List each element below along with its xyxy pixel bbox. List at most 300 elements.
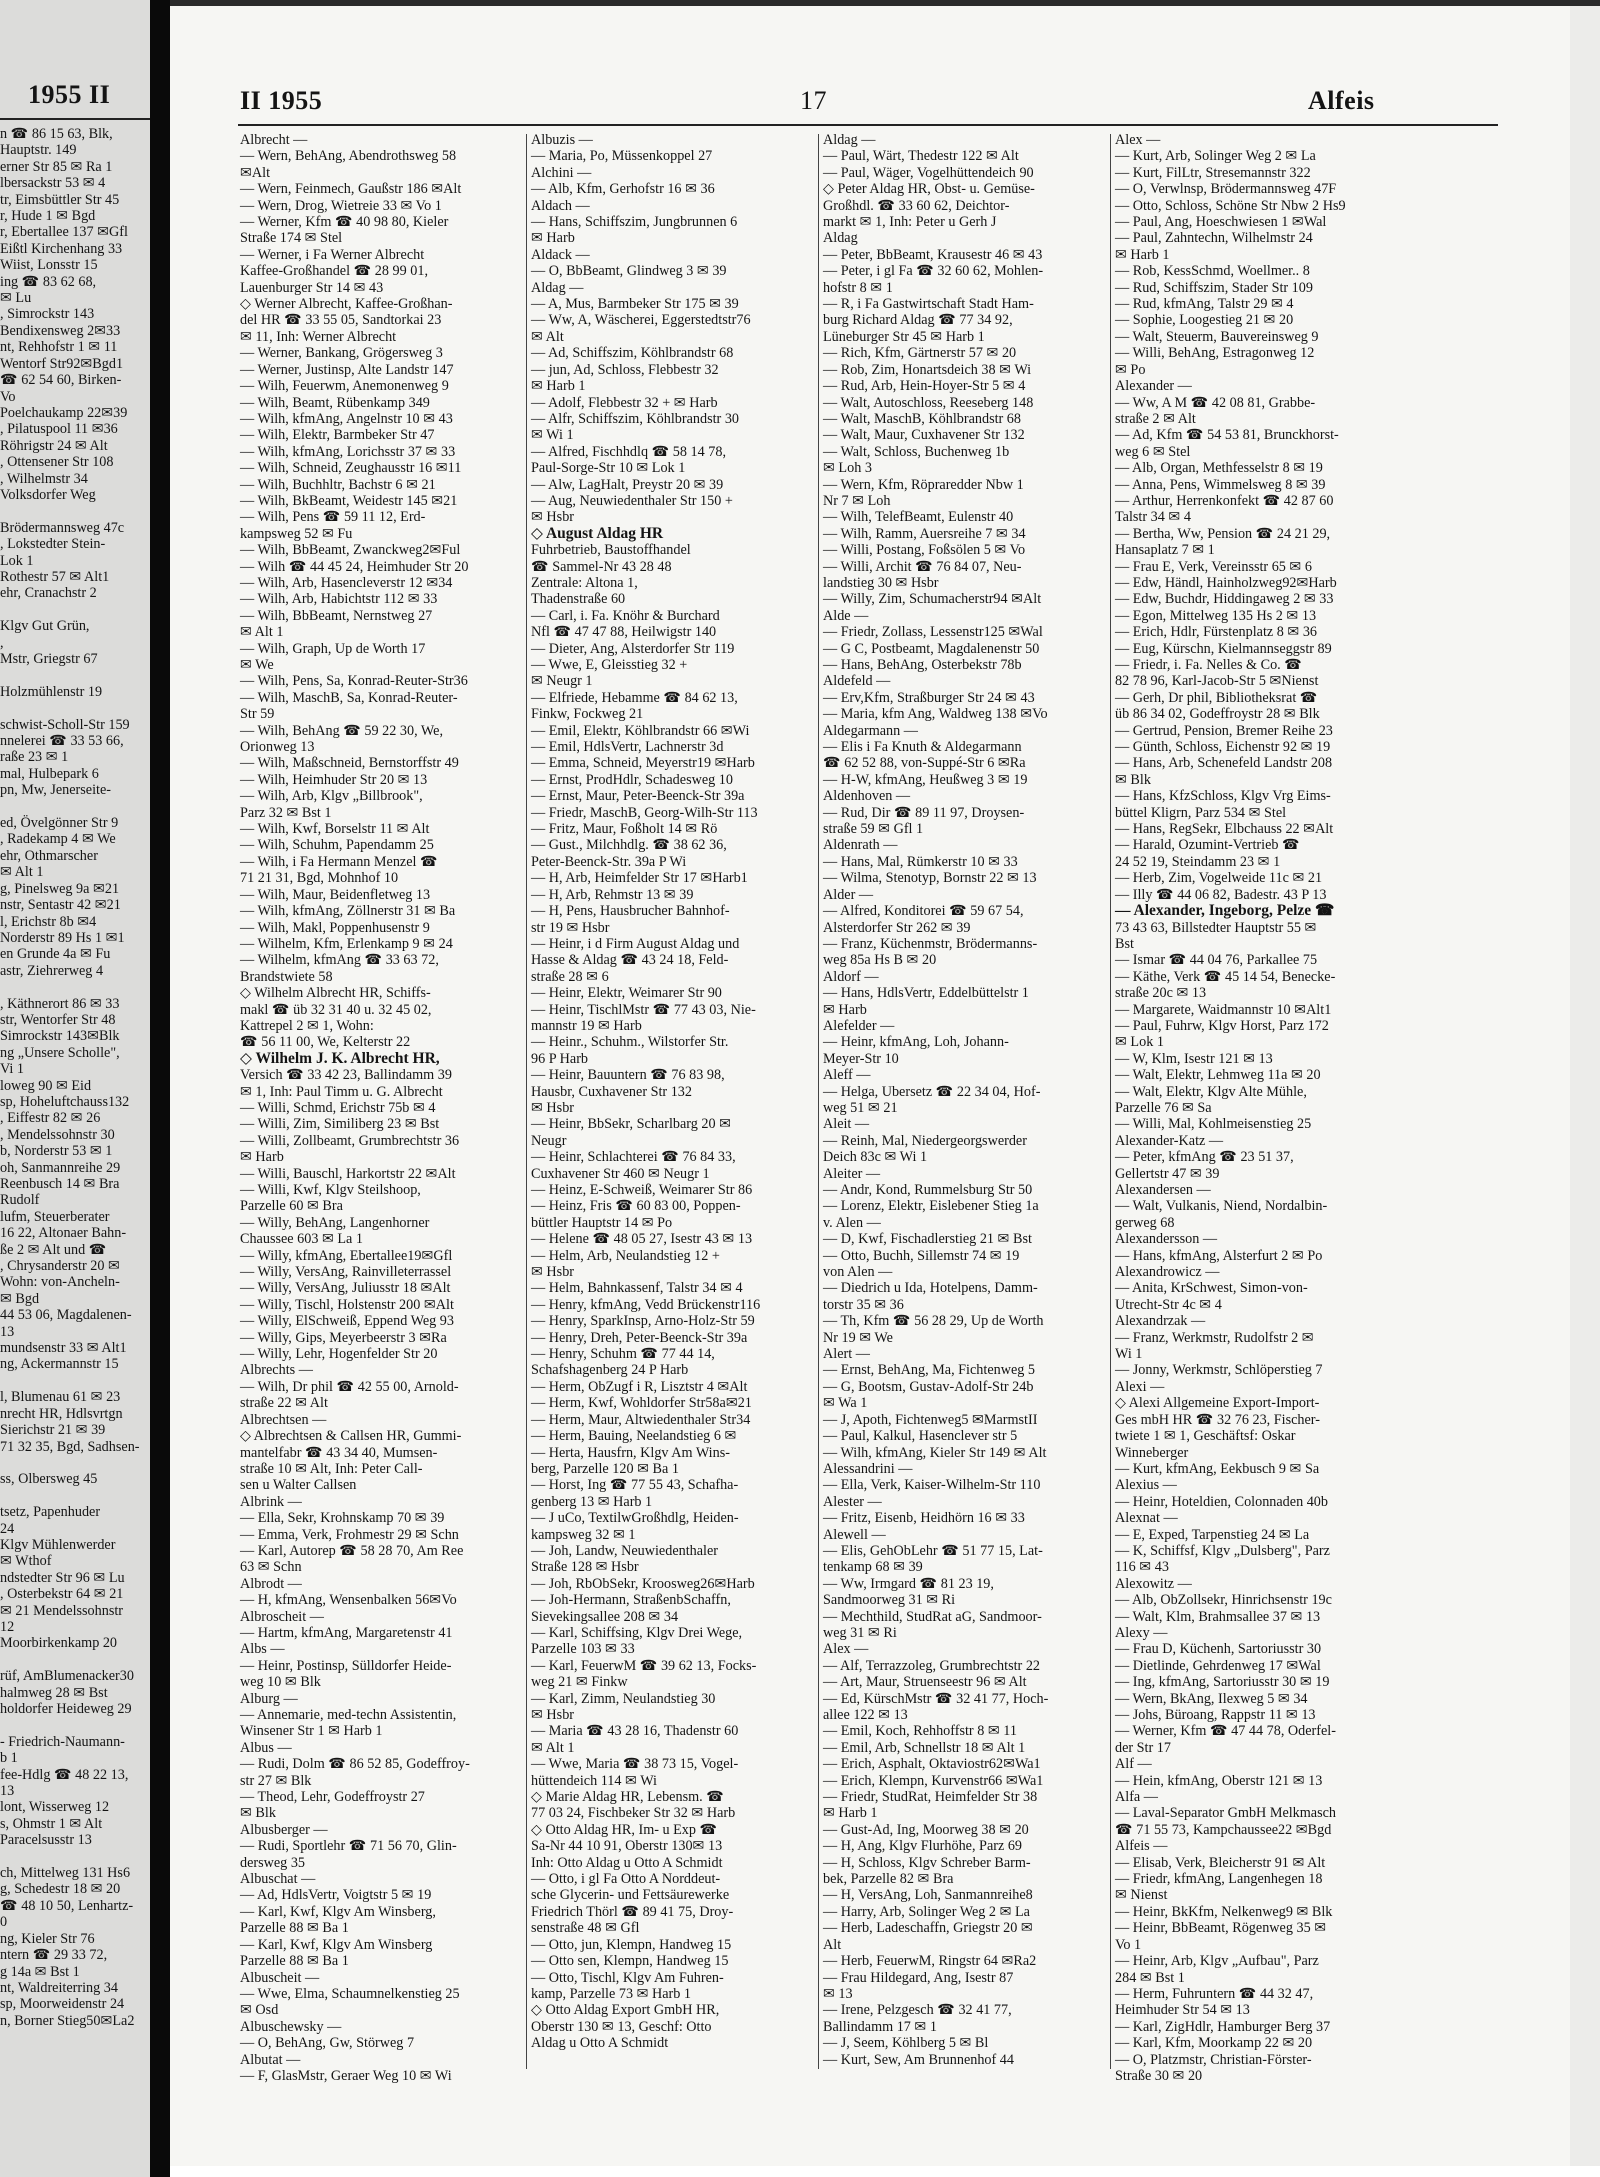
directory-entry-line: lufm, Steuerberater (0, 1208, 110, 1225)
directory-entry-line: ✉ Blk (240, 1805, 276, 1822)
directory-entry-line: Schafshagenberg 24 P Harb (531, 1362, 689, 1379)
directory-entry-line: str 27 ✉ Blk (240, 1772, 312, 1789)
directory-entry-line: Eißtl Kirchenhang 33 (0, 240, 123, 257)
directory-entry-line: Winsener Str 1 ✉ Harb 1 (240, 1723, 383, 1740)
directory-entry-line: torstr 35 ✉ 36 (823, 1296, 904, 1313)
directory-entry-line: — G C, Postbeamt, Magdalenenstr 50 (823, 640, 1040, 657)
directory-entry-line: 82 78 96, Karl-Jacob-Str 5 ✉Nienst (1115, 673, 1319, 690)
directory-entry-line: Vo 1 (1115, 1936, 1142, 1953)
directory-entry-line: ✉ Harb 1 (531, 378, 586, 395)
directory-entry-line: — Hans, Mal, Rümkerstr 10 ✉ 33 (823, 853, 1018, 870)
left-page-strip (0, 0, 150, 2177)
directory-entry-line: — Ing, kfmAng, Sartoriusstr 30 ✉ 19 (1115, 1674, 1330, 1691)
directory-entry-line: — Käthe, Verk ☎ 45 14 54, Benecke- (1115, 968, 1336, 985)
directory-entry-line: Alexandrzak — (1115, 1313, 1206, 1330)
directory-entry-line: — Peter, kfmAng ☎ 23 51 37, (1115, 1149, 1294, 1166)
directory-entry-line: Alexnat — (1115, 1510, 1178, 1527)
directory-entry-line: — Kurt, Arb, Solinger Weg 2 ✉ La (1115, 148, 1316, 165)
directory-entry-line: Alexy — (1115, 1624, 1168, 1641)
directory-entry-line: astr, Ziehrerweg 4 (0, 962, 104, 979)
directory-column-2 (531, 132, 813, 2072)
directory-entry-line: ✉ 21 Mendelssohnstr (0, 1602, 124, 1619)
directory-entry-line (0, 979, 150, 995)
directory-entry-line: burg Richard Aldag ☎ 77 34 92, (823, 312, 1013, 329)
directory-entry-line: — Ad, Schiffszim, Köhlbrandstr 68 (531, 345, 734, 362)
directory-entry-line: — Heinr, Hoteldien, Colonnaden 40b (1115, 1493, 1328, 1510)
directory-entry-line: — Joh, Landw, Neuwiedenthaler (531, 1542, 719, 1559)
directory-entry-line: — Otto, jun, Klempn, Handweg 15 (531, 1936, 732, 1953)
directory-entry-line: — Walt, MaschB, Köhlbrandstr 68 (823, 410, 1021, 427)
directory-entry-line: — Mechthild, StudRat aG, Sandmoor- (823, 1608, 1042, 1625)
directory-entry-line: — Willi, Archit ☎ 76 84 07, Neu- (823, 558, 1022, 575)
directory-entry-line: erner Str 85 ✉ Ra 1 (0, 158, 113, 175)
directory-entry-line: mantelfabr ☎ 43 34 40, Mumsen- (240, 1444, 438, 1461)
header-rule (238, 124, 1498, 126)
directory-entry-line: — Laval-Separator GmbH Melkmasch (1115, 1805, 1337, 1822)
directory-entry-line: g 14a ✉ Bst 1 (0, 1963, 80, 1980)
directory-entry-line: straße 10 ✉ Alt, Inh: Peter Call- (240, 1460, 423, 1477)
directory-entry-line: Großhdl. ☎ 33 60 62, Deichtor- (823, 197, 1010, 214)
directory-entry-line: ✉ Lu (0, 290, 32, 307)
directory-entry-line: allee 122 ✉ 13 (823, 1707, 908, 1723)
directory-entry-line: r, Hude 1 ✉ Bgd (0, 208, 96, 225)
directory-entry-line: — Wilh, kfmAng, Lorichsstr 37 ✉ 33 (240, 443, 456, 460)
directory-entry-line: ✉ Nienst (1115, 1887, 1168, 1904)
directory-entry-line: tsetz, Papenhuder (0, 1504, 101, 1521)
directory-entry-line: ehr, Othmarscher (0, 847, 98, 864)
directory-entry-line: 96 P Harb (531, 1050, 589, 1067)
directory-entry-line: Hansaplatz 7 ✉ 1 (1115, 542, 1215, 559)
directory-entry-line: ✉ Lok 1 (1115, 1034, 1164, 1051)
directory-entry-line: — Willi, Zollbeamt, Grumbrechtstr 36 (240, 1132, 460, 1149)
directory-entry-line: Simrockstr 143✉Blk (0, 1028, 120, 1045)
directory-entry-line: Bst (1115, 935, 1134, 952)
directory-entry-line: ☎ 62 52 88, von-Suppé-Str 6 ✉Ra (823, 755, 1026, 772)
directory-entry-line: — Karl, Autorep ☎ 58 28 70, Am Ree (240, 1542, 464, 1559)
directory-entry-line: ss, Olbersweg 45 (0, 1471, 98, 1488)
directory-entry-line: — Wilhelm, kfmAng ☎ 33 63 72, (240, 952, 439, 969)
directory-entry-line: weg 85a Hs B ✉ 20 (823, 952, 937, 969)
directory-entry-line: — Hans, RegSekr, Elbchauss 22 ✉Alt (1115, 821, 1334, 838)
directory-entry-line: ◇ Otto Aldag HR, Im- u Exp ☎ (531, 1821, 718, 1838)
directory-entry-line: — Herm, Bauing, Neelandstieg 6 ✉ (531, 1428, 737, 1445)
directory-entry-line: — Willi, Mal, Kohlmeisenstieg 25 (1115, 1116, 1312, 1133)
directory-entry-line: — Wilh, Ramm, Auersreihe 7 ✉ 34 (823, 525, 1026, 542)
directory-entry-line: — Herta, Hausfrn, Klgv Am Wins- (531, 1444, 730, 1461)
directory-entry-line: Albrink — (240, 1493, 302, 1510)
directory-entry-line: Straße 30 ✉ 20 (1115, 2067, 1203, 2084)
directory-entry-line: Alburg — (240, 1690, 298, 1707)
directory-entry-line: — Harry, Arb, Solinger Weg 2 ✉ La (823, 1903, 1030, 1920)
directory-entry-line: — Alexander, Ingeborg, Pelze ☎ (1115, 902, 1335, 920)
directory-entry-line: str 19 ✉ Hsbr (531, 919, 610, 936)
directory-entry-line: — Theod, Lehr, Godeffroystr 27 (240, 1789, 425, 1806)
directory-entry-line: — Heinr, Arb, Klgv „Aufbau", Parz (1115, 1953, 1319, 1970)
directory-entry-line: nt, Rehhofstr 1 ✉ 11 (0, 339, 118, 356)
directory-entry-line: — Gust., Milchhdlg. ☎ 38 62 36, (531, 837, 727, 854)
directory-entry-line: — Franz, Werkmstr, Rudolfstr 2 ✉ (1115, 1329, 1314, 1346)
directory-entry-line: — Emil, Koch, Rehhoffstr 8 ✉ 11 (823, 1723, 1017, 1740)
directory-entry-line: ✉ Hsbr (531, 1707, 575, 1723)
directory-entry-line: ✉ Neugr 1 (531, 673, 593, 690)
directory-entry-line: — Elisab, Verk, Bleicherstr 91 ✉ Alt (1115, 1854, 1326, 1871)
directory-entry-line: Aldefeld — (823, 673, 891, 690)
directory-entry-line: Paul-Sorge-Str 10 ✉ Lok 1 (531, 460, 686, 477)
directory-entry-line: straße 20c ✉ 13 (1115, 985, 1207, 1002)
directory-entry-line: — Werner, Justinsp, Alte Landstr 147 (240, 361, 454, 378)
directory-entry-line: — Hans, Arb, Schenefeld Landstr 208 (1115, 755, 1333, 772)
directory-entry-line: — K, Schiffsf, Klgv „Dulsberg", Parz (1115, 1542, 1330, 1559)
directory-entry-line: Neugr (531, 1132, 567, 1149)
directory-entry-line: — Ww, Irmgard ☎ 81 23 19, (823, 1575, 994, 1592)
directory-entry-line: Moorbirkenkamp 20 (0, 1635, 118, 1652)
directory-entry-line: kampsweg 52 ✉ Fu (240, 525, 353, 542)
directory-entry-line: ☎ 62 54 60, Birken- (0, 372, 122, 389)
directory-entry-line: — Henry, Dreh, Peter-Beenck-Str 39a (531, 1329, 748, 1346)
directory-entry-line: — Willy, VersAng, Rainvilleterrassel (240, 1264, 452, 1281)
directory-entry-line: — jun, Ad, Schloss, Flebbestr 32 (531, 361, 719, 378)
directory-entry-line: — Walt, Elektr, Klgv Alte Mühle, (1115, 1083, 1307, 1100)
directory-entry-line: Utrecht-Str 4c ✉ 4 (1115, 1296, 1222, 1313)
directory-entry-line: ◇ Marie Aldag HR, Lebensm. ☎ (531, 1789, 724, 1806)
directory-entry-line: Sierichstr 21 ✉ 39 (0, 1422, 106, 1439)
directory-entry-line: Alexius — (1115, 1477, 1177, 1494)
directory-entry-line: ✉ Hsbr (531, 1099, 575, 1116)
directory-entry-line: — F, GlasMstr, Geraer Weg 10 ✉ Wi (240, 2067, 452, 2084)
directory-entry-line: del HR ☎ 33 55 05, Sandtorkai 23 (240, 312, 442, 329)
directory-entry-line: — Erich, Asphalt, Oktaviostr62✉Wa1 (823, 1756, 1041, 1773)
directory-entry-line: Albrecht — (240, 132, 308, 148)
directory-entry-line: — Karl, ZigHdlr, Hamburger Berg 37 (1115, 2018, 1331, 2035)
directory-entry-line: — Gerh, Dr phil, Bibliotheksrat ☎ (1115, 689, 1318, 706)
directory-entry-line: Alfa — (1115, 1789, 1158, 1806)
directory-entry-line: — Walt, Steuerm, Bauvereinsweg 9 (1115, 328, 1319, 345)
directory-entry-line: — Heinr, i d Firm August Aldag und (531, 935, 740, 952)
directory-entry-line: , Pilatuspool 11 ✉36 (0, 421, 118, 438)
directory-entry-line: — H, Ang, Klgv Flurhöhe, Parz 69 (823, 1838, 1023, 1855)
directory-entry-line: — Otto, i gl Fa Otto A Norddeut- (531, 1871, 721, 1888)
directory-entry-line: — Dieter, Ang, Alsterdorfer Str 119 (531, 640, 735, 657)
directory-entry-line: bek, Parzelle 82 ✉ Bra (823, 1871, 954, 1888)
directory-entry-line: — J uCo, TextilwGroßhdlg, Heiden- (531, 1510, 739, 1527)
directory-entry-line: üb 86 34 02, Godeffroystr 28 ✉ Blk (1115, 706, 1320, 723)
directory-entry-line: — Peter, BbBeamt, Krausestr 46 ✉ 43 (823, 246, 1043, 263)
directory-entry-line: — Rudi, Sportlehr ☎ 71 56 70, Glin- (240, 1838, 457, 1855)
directory-entry-line: — Ella, Verk, Kaiser-Wilhelm-Str 110 (823, 1477, 1041, 1494)
directory-entry-line: — Reinh, Mal, Niedergeorgswerder (823, 1132, 1027, 1149)
directory-entry-line: — Herb, Zim, Vogelweide 11c ✉ 21 (1115, 870, 1323, 887)
directory-entry-line: — Maria, kfm Ang, Waldweg 138 ✉Vo (823, 706, 1048, 723)
directory-entry-line: Aldach — (531, 197, 590, 214)
directory-entry-line: Wohn: von-Ancheln- (0, 1274, 120, 1291)
directory-entry-line: , Wilhelmstr 34 (0, 470, 88, 487)
directory-entry-line: — Maria ☎ 43 28 16, Thadenstr 60 (531, 1723, 739, 1740)
directory-entry-line: — Frau Hildegard, Ang, Isestr 87 (823, 1969, 1014, 1986)
directory-entry-line: 73 43 63, Billstedter Hauptstr 55 ✉ (1115, 919, 1317, 936)
directory-entry-line: ✉ Po (1115, 361, 1146, 378)
directory-entry-line: pn, Mw, Jenerseite- (0, 782, 111, 799)
directory-entry-line: — Anita, KrSchwest, Simon-von- (1115, 1280, 1308, 1297)
left-page-column (0, 126, 150, 2066)
directory-entry-line: — Walt, Schloss, Buchenweg 1b (823, 443, 1010, 460)
directory-entry-line: , Simrockstr 143 (0, 306, 95, 323)
directory-entry-line: — Edw, Händl, Hainholzweg92✉Harb (1115, 574, 1337, 591)
directory-entry-line: weg 6 ✉ Stel (1115, 443, 1191, 460)
directory-entry-line: — Irene, Pelzgesch ☎ 32 41 77, (823, 2002, 1012, 2019)
directory-entry-line: ✉ Alt (531, 328, 564, 345)
directory-entry-line: Parzelle 103 ✉ 33 (531, 1641, 635, 1658)
directory-entry-line: senstraße 48 ✉ Gfl (531, 1920, 640, 1937)
directory-entry-line: Aldack — (531, 246, 590, 263)
directory-entry-line: Zentrale: Altona 1, (531, 574, 638, 591)
directory-entry-line: l, Blumenau 61 ✉ 23 (0, 1389, 121, 1406)
directory-entry-line: — Otto, Tischl, Klgv Am Fuhren- (531, 1969, 724, 1986)
directory-entry-line: — Alw, LagHalt, Preystr 20 ✉ 39 (531, 476, 724, 493)
directory-entry-line: — Rob, Zim, Honartsdeich 38 ✉ Wi (823, 361, 1032, 378)
directory-entry-line: Inh: Otto Aldag u Otto A Schmidt (531, 1854, 723, 1871)
directory-entry-line: 71 21 31, Bgd, Mohnhof 10 (240, 870, 399, 887)
directory-entry-line: ng, Ackermannstr 15 (0, 1356, 119, 1373)
directory-entry-line: — Art, Maur, Struenseestr 96 ✉ Alt (823, 1674, 1027, 1691)
directory-entry-line: — Walt, Maur, Cuxhavener Str 132 (823, 427, 1025, 444)
directory-entry-line: — R, i Fa Gastwirtschaft Stadt Ham- (823, 296, 1034, 313)
directory-entry-line: Norderstr 89 Hs 1 ✉1 (0, 929, 125, 946)
directory-entry-line: — Heinr, Schlachterei ☎ 76 84 33, (531, 1149, 736, 1166)
directory-entry-line: straße 2 ✉ Alt (1115, 410, 1196, 427)
directory-entry-line: — Wilh, Pens ☎ 59 11 12, Erd- (240, 509, 426, 526)
directory-entry-line: Albrodt — (240, 1575, 302, 1592)
directory-entry-line: — Gertrud, Pension, Bremer Reihe 23 (1115, 722, 1333, 739)
directory-entry-line: , (0, 634, 4, 651)
directory-entry-line: — Ernst, Maur, Peter-Beenck-Str 39a (531, 788, 745, 805)
directory-entry-line: Gellertstr 47 ✉ 39 (1115, 1165, 1220, 1182)
directory-entry-line: — H, Arb, Heimfelder Str 17 ✉Harb1 (531, 870, 748, 887)
directory-entry-line: Straße 174 ✉ Stel (240, 230, 343, 247)
directory-entry-line: — Th, Kfm ☎ 56 28 29, Up de Worth (823, 1313, 1044, 1330)
directory-entry-line: ✉ Blk (1115, 771, 1151, 788)
directory-entry-line: — Henry, SparkInsp, Arno-Holz-Str 59 (531, 1313, 755, 1330)
directory-entry-line: — Wilh, BkBeamt, Weidestr 145 ✉21 (240, 492, 458, 509)
directory-entry-line: — Heinr., Schuhm., Wilstorfer Str. (531, 1034, 729, 1051)
directory-entry-line: Hasse & Aldag ☎ 43 24 18, Feld- (531, 952, 729, 969)
directory-entry-line: kampsweg 32 ✉ 1 (531, 1526, 636, 1543)
directory-entry-line: Aldag (823, 230, 858, 247)
directory-entry-line: — Jonny, Werkmstr, Schlöperstieg 7 (1115, 1362, 1323, 1379)
directory-entry-line: dersweg 35 (240, 1854, 306, 1871)
directory-entry-line: — Elfriede, Hebamme ☎ 84 62 13, (531, 689, 738, 706)
directory-entry-line: Alewell — (823, 1526, 886, 1543)
directory-entry-line: — Wern, BehAng, Abendrothsweg 58 (240, 148, 457, 165)
directory-entry-line: Alt (823, 1936, 842, 1953)
directory-entry-line: — Willi, BehAng, Estragonweg 12 (1115, 345, 1315, 362)
directory-entry-line: ed, Övelgönner Str 9 (0, 815, 119, 832)
directory-entry-line: ✉ Harb 1 (823, 1805, 878, 1822)
left-header-rule (0, 118, 150, 120)
directory-entry-line: n ☎ 86 15 63, Blk, (0, 126, 113, 142)
directory-entry-line: straße 22 ✉ Alt (240, 1395, 328, 1412)
directory-entry-line: — Wilh, Makl, Poppenhusenstr 9 (240, 919, 430, 936)
directory-entry-line: Chaussee 603 ✉ La 1 (240, 1231, 363, 1248)
directory-entry-line: — Wilh, Dr phil ☎ 42 55 00, Arnold- (240, 1378, 459, 1395)
directory-entry-line: — Willy, Gips, Meyerbeerstr 3 ✉Ra (240, 1329, 447, 1346)
directory-entry-line: Peter-Beenck-Str. 39a P Wi (531, 853, 687, 870)
directory-entry-line: Alder — (823, 886, 874, 903)
directory-entry-line: Aldenrath — (823, 837, 898, 854)
directory-entry-line: — Henry, Schuhm ☎ 77 44 14, (531, 1346, 715, 1363)
directory-entry-line: — Wern, Drog, Wietreie 33 ✉ Vo 1 (240, 197, 442, 214)
directory-entry-line: — Karl, Kwf, Klgv Am Winsberg, (240, 1903, 436, 1920)
directory-entry-line: — Friedr, MaschB, Georg-Wilh-Str 113 (531, 804, 758, 821)
directory-entry-line: Winneberger (1115, 1444, 1189, 1461)
directory-entry-line: Aldag u Otto A Schmidt (531, 2035, 669, 2052)
directory-entry-line: Paracelsusstr 13 (0, 1832, 92, 1849)
directory-entry-line: Alf — (1115, 1756, 1152, 1773)
directory-entry-line: Alexander — (1115, 378, 1192, 395)
directory-entry-line: Brödermannsweg 47c (0, 519, 125, 536)
directory-entry-line: ng „Unsere Scholle", (0, 1044, 120, 1061)
directory-entry-line: — Karl, Kfm, Moorkamp 22 ✉ 20 (1115, 2035, 1313, 2052)
directory-entry-line: — Fritz, Eisenb, Heidhörn 16 ✉ 33 (823, 1510, 1025, 1527)
directory-entry-line: — Karl, FeuerwM ☎ 39 62 13, Focks- (531, 1657, 757, 1674)
directory-entry-line: — Maria, Po, Müssenkoppel 27 (531, 148, 713, 165)
directory-entry-line: ße 2 ✉ Alt und ☎ (0, 1241, 107, 1258)
directory-entry-line: — Hartm, kfmAng, Margaretenstr 41 (240, 1624, 453, 1641)
directory-entry-line: — Wilh ☎ 44 45 24, Heimhuder Str 20 (240, 558, 469, 575)
directory-entry-line: Albutat — (240, 2051, 301, 2068)
directory-entry-line: — Werner, Bankang, Grögersweg 3 (240, 345, 443, 362)
directory-entry-line: — Wilh, Arb, Klgv „Billbrook", (240, 788, 423, 805)
directory-entry-line: 44 53 06, Magdalenen- (0, 1307, 132, 1324)
left-page-header: 1955 II (28, 80, 111, 109)
directory-entry-line: Nr 7 ✉ Loh (823, 492, 891, 509)
directory-entry-line: fee-Hdlg ☎ 48 22 13, (0, 1766, 129, 1783)
directory-entry-line: Talstr 34 ✉ 4 (1115, 509, 1191, 526)
directory-entry-line: s, Ohmstr 1 ✉ Alt (0, 1815, 103, 1832)
directory-entry-line: ndstedter Str 96 ✉ Lu (0, 1569, 125, 1586)
directory-entry-line (0, 667, 150, 683)
directory-entry-line: Alexandrowicz — (1115, 1264, 1220, 1281)
directory-entry-line: — Walt, Elektr, Lehmweg 11a ✉ 20 (1115, 1067, 1321, 1084)
directory-entry-line: Parzelle 88 ✉ Ba 1 (240, 1920, 349, 1937)
directory-entry-line: Deich 83c ✉ Wi 1 (823, 1149, 928, 1166)
directory-column-1 (240, 132, 522, 2084)
directory-entry-line: n, Borner Stieg50✉La2 (0, 2012, 135, 2029)
directory-entry-line: nnelerei ☎ 33 53 66, (0, 733, 124, 750)
directory-entry-line: — Herb, FeuerwM, Ringstr 64 ✉Ra2 (823, 1953, 1037, 1970)
directory-entry-line: Versich ☎ 33 42 23, Ballindamm 39 (240, 1067, 452, 1084)
directory-entry-line: — Heinr, Postinsp, Sülldorfer Heide- (240, 1657, 452, 1674)
directory-entry-line: — D, Kwf, Fischadlerstieg 21 ✉ Bst (823, 1231, 1032, 1248)
directory-entry-line: — Willi, Postang, Foßsölen 5 ✉ Vo (823, 542, 1026, 559)
directory-entry-line: lbersackstr 53 ✉ 4 (0, 175, 106, 192)
directory-entry-line: ✉ Harb (823, 1001, 867, 1018)
directory-entry-line: — Paul, Ang, Hoeschwiesen 1 ✉Wal (1115, 214, 1327, 231)
directory-entry-line: 16 22, Altonaer Bahn- (0, 1225, 127, 1242)
directory-entry-line: — Frau E, Verk, Vereinsstr 65 ✉ 6 (1115, 558, 1312, 575)
directory-entry-line: — Karl, Kwf, Klgv Am Winsberg (240, 1936, 433, 1953)
directory-entry-line: — Helm, Bahnkassenf, Talstr 34 ✉ 4 (531, 1280, 743, 1297)
directory-entry-line: Vi 1 (0, 1061, 24, 1078)
directory-entry-line: — Dietlinde, Gehrdenweg 17 ✉Wal (1115, 1657, 1321, 1674)
directory-entry-line: Kattrepel 2 ✉ 1, Wohn: (240, 1017, 374, 1034)
directory-entry-line: Aleit — (823, 1116, 870, 1133)
directory-entry-line: Klgv Mühlenwerder (0, 1536, 116, 1553)
directory-entry-line: Klgv Gut Grün, (0, 618, 90, 635)
directory-entry-line: — Otto, Schloss, Schöne Str Nbw 2 Hs9 (1115, 197, 1346, 214)
directory-entry-line: Albrechts — (240, 1362, 313, 1379)
directory-entry-line: lont, Wisserweg 12 (0, 1799, 110, 1816)
directory-entry-line: — Ad, HdlsVertr, Voigtstr 5 ✉ 19 (240, 1887, 432, 1904)
directory-entry-line: ✉ Osd (240, 2002, 279, 2019)
directory-entry-line: — Heinr, BkKfm, Nelkenweg9 ✉ Blk (1115, 1903, 1333, 1920)
directory-entry-line (0, 1849, 150, 1865)
directory-entry-line: — Wilhelm, Kfm, Erlenkamp 9 ✉ 24 (240, 935, 453, 952)
directory-entry-line: weg 31 ✉ Ri (823, 1624, 897, 1641)
directory-entry-line: Ges mbH HR ☎ 32 76 23, Fischer- (1115, 1411, 1320, 1428)
directory-entry-line: Wi 1 (1115, 1346, 1143, 1363)
directory-entry-line: mal, Hulbepark 6 (0, 765, 99, 782)
directory-entry-line: ◇ Otto Aldag Export GmbH HR, (531, 2002, 720, 2019)
directory-entry-line: — Friedr, StudRat, Heimfelder Str 38 (823, 1789, 1038, 1806)
page-header-year: II 1955 (240, 86, 323, 115)
directory-entry-line: — Wilh, Schuhm, Papendamm 25 (240, 837, 434, 854)
directory-entry-line: str, Wentorfer Str 48 (0, 1011, 116, 1028)
directory-entry-line: — Heinr, kfmAng, Loh, Johann- (823, 1034, 1009, 1051)
directory-entry-line: — Erv,Kfm, Straßburger Str 24 ✉ 43 (823, 689, 1035, 706)
directory-entry-line: ✉ Hsbr (531, 509, 575, 526)
directory-entry-line: — H, kfmAng, Wensenbalken 56✉Vo (240, 1592, 457, 1609)
directory-entry-line: — Willy, Lehr, Hogenfelder Str 20 (240, 1346, 438, 1363)
page-header-keyword: Alfeis (1308, 86, 1375, 115)
directory-entry-line: — Wilh, i Fa Hermann Menzel ☎ (240, 853, 438, 870)
directory-entry-line: Poelchaukamp 22✉39 (0, 404, 128, 421)
directory-entry-line: — Wern, Feinmech, Gaußstr 186 ✉Alt (240, 181, 462, 198)
directory-entry-line: — Heinr, Bauuntern ☎ 76 83 98, (531, 1067, 725, 1084)
directory-entry-line: — Paul, Zahntechn, Wilhelmstr 24 (1115, 230, 1313, 247)
directory-entry-line: Aldag — (823, 132, 876, 148)
directory-entry-line: sp, Moorweidenstr 24 (0, 1996, 125, 2013)
directory-entry-line (0, 1373, 150, 1389)
directory-entry-line: loweg 90 ✉ Eid (0, 1077, 92, 1094)
directory-entry-line: 13 (0, 1323, 15, 1340)
directory-entry-line: — Henry, kfmAng, Vedd Brückenstr116 (531, 1296, 761, 1313)
directory-entry-line: — Egon, Mittelweg 135 Hs 2 ✉ 13 (1115, 607, 1317, 624)
directory-entry-line: — Walt, Autoschloss, Reeseberg 148 (823, 394, 1034, 411)
directory-entry-line: — Ernst, BehAng, Ma, Fichtenweg 5 (823, 1362, 1035, 1379)
directory-entry-line: Wiist, Lonsstr 15 (0, 257, 98, 274)
directory-entry-line: Meyer-Str 10 (823, 1050, 899, 1067)
directory-entry-line: halmweg 28 ✉ Bst (0, 1684, 108, 1701)
directory-entry-line: sen u Walter Callsen (240, 1477, 357, 1494)
directory-entry-line: Alsterdorfer Str 262 ✉ 39 (823, 919, 971, 936)
directory-entry-line: — Joh, RbObSekr, Kroosweg26✉Harb (531, 1575, 755, 1592)
directory-entry-line: — Wern, Kfm, Röpraredder Nbw 1 (823, 476, 1024, 493)
directory-entry-line: ehr, Cranachstr 2 (0, 585, 97, 602)
directory-entry-line: — H-W, kfmAng, Heußweg 3 ✉ 19 (823, 771, 1028, 788)
directory-entry-line: Lok 1 (0, 552, 34, 569)
directory-entry-line: — Walt, Klm, Brahmsallee 37 ✉ 13 (1115, 1608, 1321, 1625)
directory-entry-line: — Paul, Kalkul, Hasenclever str 5 (823, 1428, 1018, 1445)
directory-entry-line: Volksdorfer Weg (0, 486, 96, 503)
column-divider (1110, 134, 1111, 2069)
directory-entry-line: — Willy, Zim, Schumacherstr94 ✉Alt (823, 591, 1042, 608)
directory-entry-line: Alefelder — (823, 1017, 895, 1034)
directory-entry-line: Nfl ☎ 47 47 88, Heilwigstr 140 (531, 624, 717, 641)
directory-entry-line: ✉ We (240, 657, 274, 673)
directory-entry-line: — Elis i Fa Knuth & Aldegarmann (823, 739, 1022, 756)
directory-entry-line: der Str 17 (1115, 1739, 1171, 1756)
directory-entry-line: — Kurt, Sew, Am Brunnenhof 44 (823, 2051, 1014, 2068)
